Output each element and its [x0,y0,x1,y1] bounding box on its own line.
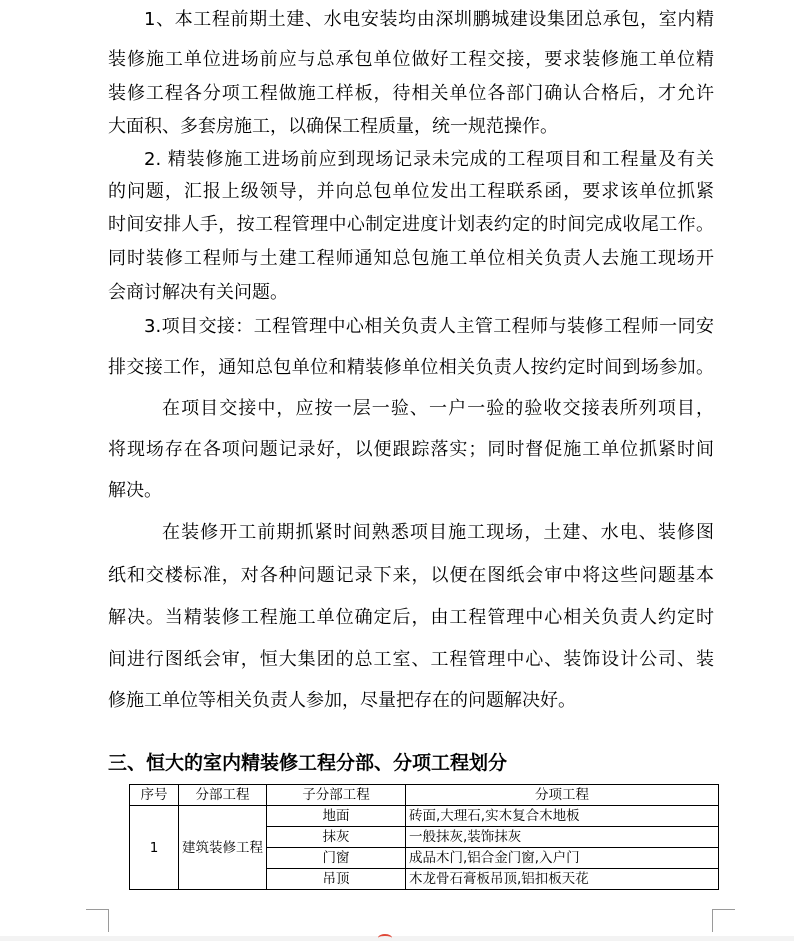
paragraph-line: 1、本工程前期土建、水电安装均由深圳鹏城建设集团总承包，室内精 [144,9,714,30]
row-number-cell: 1 [130,806,179,890]
items-cell: 砖面,大理石,实木复合木地板 [406,806,719,827]
paragraph-line: 3.项目交接：工程管理中心相关负责人主管工程师与装修工程师一同安 [144,316,714,337]
table-row [130,806,719,827]
table-header-row [130,785,719,806]
page-bottom-edge [0,936,794,941]
section-heading: 三、恒大的室内精装修工程分部、分项工程划分 [108,752,508,774]
paragraph-line: 纸和交楼标准，对各种问题记录下来，以便在图纸会审中将这些问题基本 [108,565,714,586]
paragraph-line: 在项目交接中，应按一层一验、一户一验的验收交接表所列项目， [162,398,714,419]
paragraph-line: 解决。 [108,480,162,501]
paragraph-line: 的问题，汇报上级领导，并向总包单位发出工程联系函，要求该单位抓紧 [108,181,714,202]
paragraph-line: 装修施工单位进场前应与总承包单位做好工程交接，要求装修施工单位精 [108,49,714,70]
header-cell-subdivision: 子分部工程 [267,785,406,806]
margin-corner-mark-left [86,909,109,932]
paragraph-line: 解决。当精装修工程施工单位确定后，由工程管理中心相关负责人约定时 [108,607,714,628]
paragraph-line: 装修工程各分项工程做施工样板，待相关单位各部门确认合格后，才允许 [108,83,714,104]
items-cell: 成品木门,铝合金门窗,入户门 [406,848,719,869]
division-cell: 建筑装修工程 [179,806,267,890]
paragraph-line: 2. 精装修施工进场前应到现场记录未完成的工程项目和工程量及有关 [144,149,714,170]
paragraph-line: 在装修开工前期抓紧时间熟悉项目施工现场，土建、水电、装修图 [162,522,714,543]
paragraph-line: 将现场存在各项问题记录好，以便跟踪落实；同时督促施工单位抓紧时间 [108,439,714,460]
paragraph-line: 会商讨解决有关问题。 [108,282,288,303]
paragraph-line: 修施工单位等相关负责人参加，尽量把存在的问题解决好。 [108,690,576,711]
paragraph-line: 间进行图纸会审，恒大集团的总工室、工程管理中心、装饰设计公司、装 [108,649,714,670]
header-cell-division: 分部工程 [179,785,267,806]
paragraph-line: 大面积、多套房施工，以确保工程质量，统一规范操作。 [108,116,558,137]
items-cell: 一般抹灰,装饰抹灰 [406,827,719,848]
items-cell: 木龙骨石膏板吊顶,铝扣板天花 [406,869,719,890]
margin-corner-mark-right [712,909,735,932]
subdivision-cell: 地面 [267,806,406,827]
paragraph-line: 时间安排人手，按工程管理中心制定进度计划表约定的时间完成收尾工作。 [108,214,714,235]
subdivision-cell: 吊顶 [267,869,406,890]
header-cell-number: 序号 [130,785,179,806]
division-table [129,784,719,890]
paragraph-line: 排交接工作，通知总包单位和精装修单位相关负责人按约定时间到场参加。 [108,357,714,378]
paragraph-line: 同时装修工程师与土建工程师通知总包施工单位相关负责人去施工现场开 [108,248,714,269]
header-cell-items: 分项工程 [406,785,719,806]
subdivision-cell: 抹灰 [267,827,406,848]
subdivision-cell: 门窗 [267,848,406,869]
